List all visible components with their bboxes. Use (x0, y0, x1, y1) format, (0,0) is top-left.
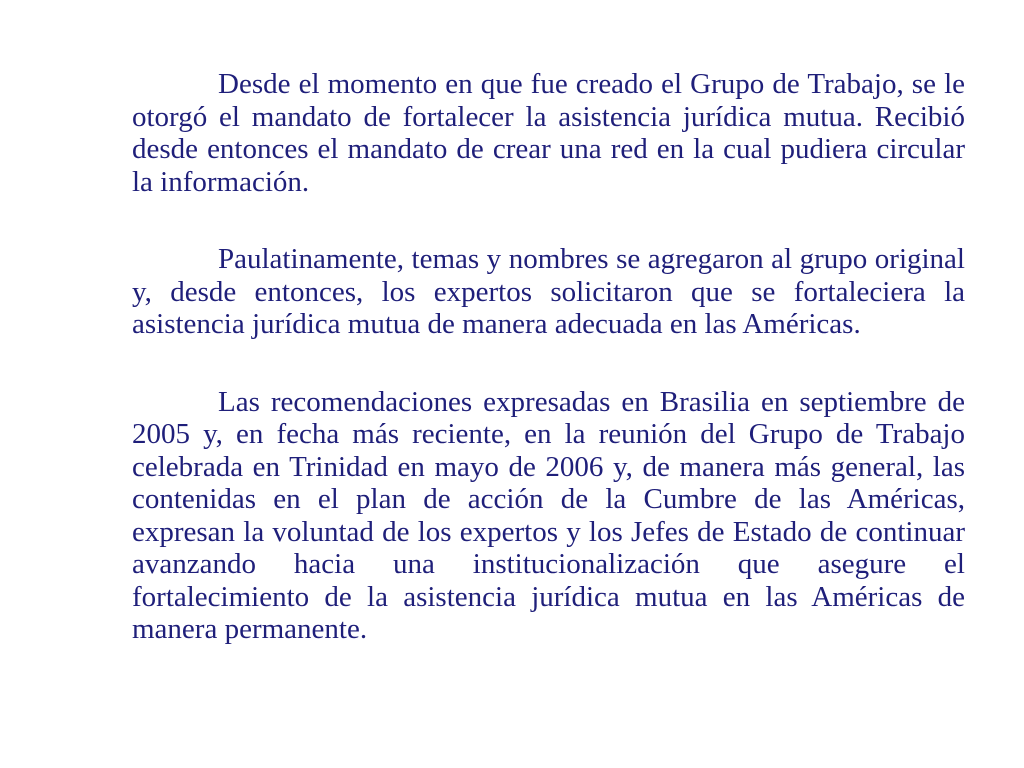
paragraph-recommendations: Las recomendaciones expresadas en Brasilia en septiembre de 2005 y, en fecha más reciente, en la reunión del Grupo de Trabajo celebrada en Trinidad en mayo de 2006 y, de manera más general, las contenidas en el plan de acción de la Cumbre de las Américas, expresan la voluntad de los expertos y los Jefes de Estado de continuar avanzando hacia una institucionalización que asegure el fortalecimiento de la asistencia jurídica mutua en las Américas de manera permanente. (132, 385, 965, 645)
paragraph-experts-request: Paulatinamente, temas y nombres se agregaron al grupo original y, desde entonces, los expertos solicitaron que se fortaleciera la asistencia jurídica mutua de manera adecuada en las Américas. (132, 243, 965, 340)
paragraph-working-group-mandate: Desde el momento en que fue creado el Grupo de Trabajo, se le otorgó el mandato de fortalecer la asistencia jurídica mutua. Recibió desde entonces el mandato de crear una red en la cual pudiera circular la información. (132, 68, 965, 198)
slide-body (132, 68, 965, 646)
